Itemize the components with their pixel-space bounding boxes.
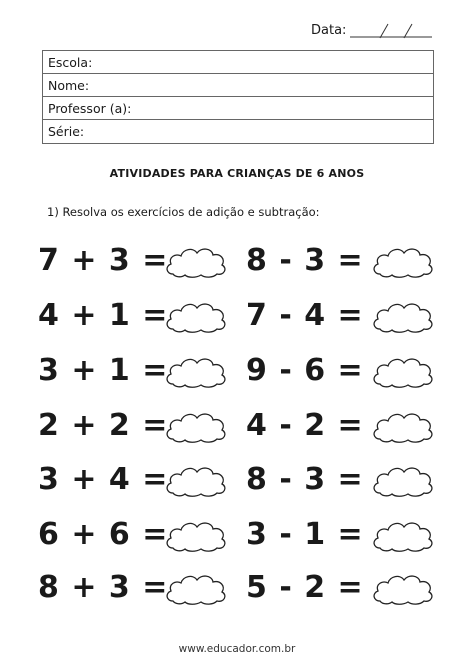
cloud-icon[interactable] bbox=[370, 464, 436, 498]
right-expression: 8 - 3 = bbox=[246, 462, 364, 497]
left-problem-3 bbox=[38, 351, 238, 391]
right-expression: 8 - 3 = bbox=[246, 243, 364, 278]
right-expression: 9 - 6 = bbox=[246, 353, 364, 388]
cloud-icon[interactable] bbox=[370, 519, 436, 553]
left-problem-7 bbox=[38, 568, 238, 608]
left-problem-1 bbox=[38, 241, 238, 281]
footer-url: www.educador.com.br bbox=[178, 643, 296, 655]
cloud-icon[interactable] bbox=[370, 572, 436, 606]
left-expression: 4 + 1 = bbox=[38, 298, 169, 333]
left-problem-2 bbox=[38, 296, 238, 336]
left-expression: 3 + 4 = bbox=[38, 462, 169, 497]
page-title: ATIVIDADES PARA CRIANÇAS DE 6 ANOS bbox=[109, 167, 365, 180]
right-expression: 3 - 1 = bbox=[246, 517, 364, 552]
right-problem-3 bbox=[246, 351, 446, 391]
cloud-icon[interactable] bbox=[370, 355, 436, 389]
right-problem-2 bbox=[246, 296, 446, 336]
cloud-icon[interactable] bbox=[163, 464, 229, 498]
left-expression: 7 + 3 = bbox=[38, 243, 169, 278]
date-field[interactable] bbox=[350, 23, 432, 39]
left-problem-5 bbox=[38, 460, 238, 500]
right-problem-5 bbox=[246, 460, 446, 500]
cloud-icon[interactable] bbox=[163, 355, 229, 389]
cloud-icon[interactable] bbox=[163, 300, 229, 334]
date-label: Data: bbox=[311, 23, 347, 38]
cloud-icon[interactable] bbox=[163, 572, 229, 606]
identification-box bbox=[42, 50, 434, 144]
right-expression: 4 - 2 = bbox=[246, 408, 364, 443]
left-problem-4 bbox=[38, 406, 238, 446]
right-problem-7 bbox=[246, 568, 446, 608]
right-problem-6 bbox=[246, 515, 446, 555]
teacher-field[interactable]: Professor (a): bbox=[43, 97, 433, 120]
right-problem-4 bbox=[246, 406, 446, 446]
cloud-icon[interactable] bbox=[370, 410, 436, 444]
cloud-icon[interactable] bbox=[163, 410, 229, 444]
school-field[interactable]: Escola: bbox=[43, 51, 433, 74]
right-expression: 5 - 2 = bbox=[246, 570, 364, 605]
name-field[interactable]: Nome: bbox=[43, 74, 433, 97]
left-expression: 3 + 1 = bbox=[38, 353, 169, 388]
cloud-icon[interactable] bbox=[163, 245, 229, 279]
right-expression: 7 - 4 = bbox=[246, 298, 364, 333]
cloud-icon[interactable] bbox=[163, 519, 229, 553]
cloud-icon[interactable] bbox=[370, 245, 436, 279]
left-expression: 2 + 2 = bbox=[38, 408, 169, 443]
left-expression: 6 + 6 = bbox=[38, 517, 169, 552]
right-problem-1 bbox=[246, 241, 446, 281]
left-problem-6 bbox=[38, 515, 238, 555]
left-expression: 8 + 3 = bbox=[38, 570, 169, 605]
cloud-icon[interactable] bbox=[370, 300, 436, 334]
instruction-text: 1) Resolva os exercícios de adição e subtração: bbox=[47, 205, 320, 219]
grade-field[interactable]: Série: bbox=[48, 124, 85, 139]
